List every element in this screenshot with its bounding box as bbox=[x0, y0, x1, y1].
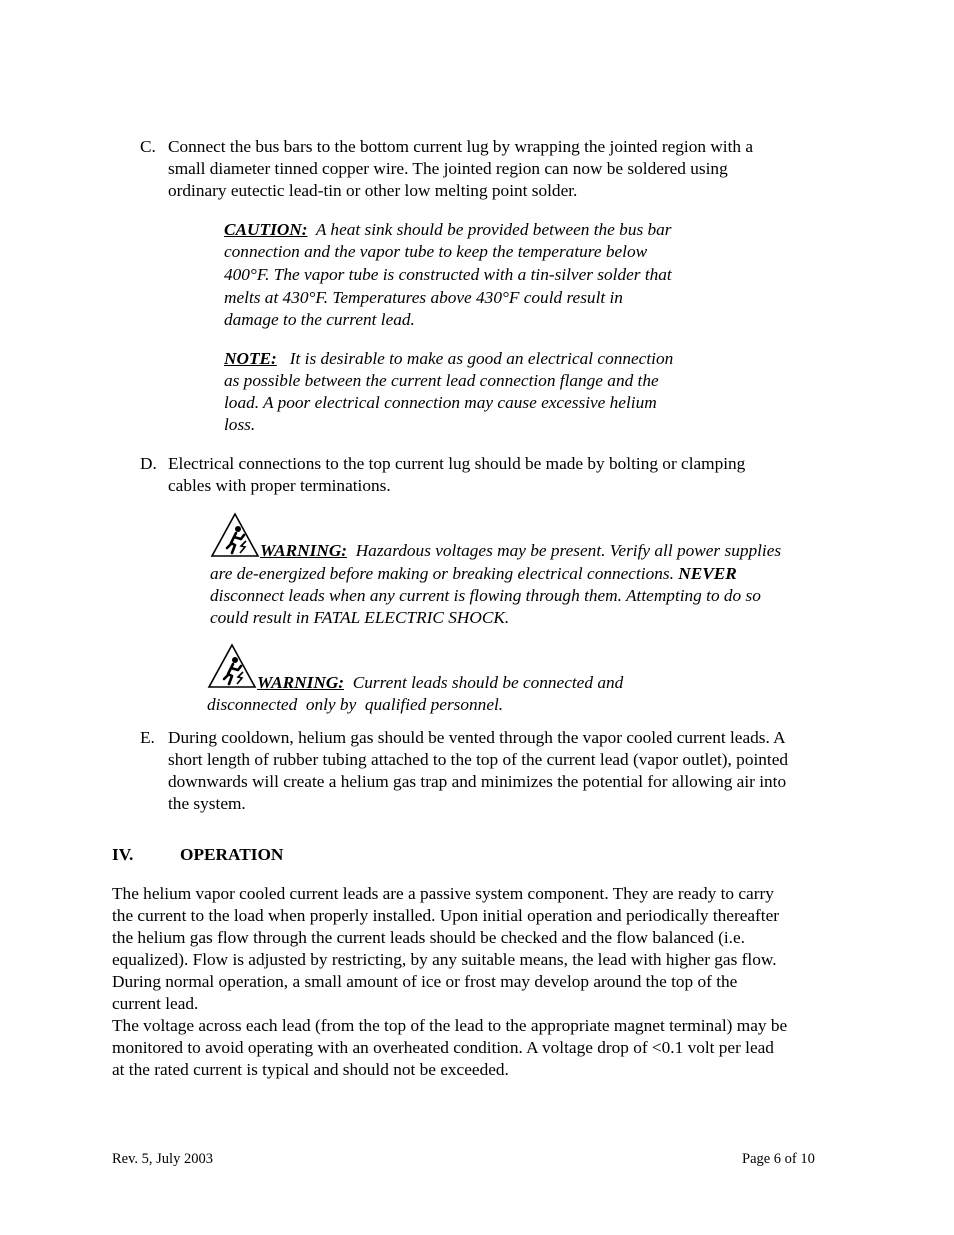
electric-shock-warning-icon bbox=[207, 643, 257, 689]
warning1-never-emphasis: NEVER bbox=[678, 564, 737, 583]
caution-line: melts at 430°F. Temperatures above 430°F could result in bbox=[224, 288, 623, 307]
warning1-first-line bbox=[260, 540, 781, 562]
electric-shock-warning-icon bbox=[210, 512, 260, 558]
operation-line: at the rated current is typical and should not be exceeded. bbox=[112, 1060, 509, 1079]
footer-page-number: Page 6 of 10 bbox=[742, 1151, 815, 1167]
item-c-letter: C. bbox=[140, 137, 156, 156]
note-label: NOTE: bbox=[224, 349, 277, 368]
operation-line: the helium gas flow through the current leads should be checked and the flow balanced (i.e. bbox=[112, 928, 745, 947]
operation-line: The helium vapor cooled current leads are a passive system component. They are ready to carry bbox=[112, 884, 774, 903]
warning1-label: WARNING: bbox=[260, 541, 348, 560]
section-title: OPERATION bbox=[180, 845, 284, 864]
item-e-line: short length of rubber tubing attached to the top of the current lead (vapor outlet), pointed bbox=[168, 750, 789, 769]
operation-line: the current to the load when properly installed. Upon initial operation and periodically thereafter bbox=[112, 906, 780, 925]
footer-revision: Rev. 5, July 2003 bbox=[112, 1151, 213, 1167]
caution-line: damage to the current lead. bbox=[224, 310, 415, 329]
warning2-first-line bbox=[257, 672, 623, 694]
item-d-letter: D. bbox=[140, 454, 157, 473]
note-first-line bbox=[224, 348, 673, 370]
operation-line: equalized). Flow is adjusted by restricting, by any suitable means, the lead with higher gas flow. bbox=[112, 950, 777, 969]
warning1-text: Hazardous voltages may be present. Verify all power supplies bbox=[347, 541, 782, 560]
note-line: load. A poor electrical connection may cause excessive helium bbox=[224, 393, 657, 412]
operation-line: current lead. bbox=[112, 994, 199, 1013]
warning2-label: WARNING: bbox=[257, 673, 345, 692]
item-e-letter: E. bbox=[140, 728, 155, 747]
warning2-line: disconnected only by qualified personnel. bbox=[207, 695, 504, 714]
caution-line: 400°F. The vapor tube is constructed with a tin-silver solder that bbox=[224, 265, 672, 284]
warning1-text: are de-energized before making or breaking electrical connections. bbox=[210, 564, 679, 583]
warning1-line: disconnect leads when any current is flowing through them. Attempting to do so bbox=[210, 586, 761, 605]
item-e-line: the system. bbox=[168, 794, 246, 813]
warning1-second-line bbox=[210, 563, 737, 585]
item-d-line: cables with proper terminations. bbox=[168, 476, 391, 495]
operation-line: During normal operation, a small amount of ice or frost may develop around the top of the bbox=[112, 972, 738, 991]
item-c-line: small diameter tinned copper wire. The jointed region can now be soldered using bbox=[168, 159, 728, 178]
warning2-text: Current leads should be connected and bbox=[344, 673, 624, 692]
note-line: loss. bbox=[224, 415, 256, 434]
item-c-line: ordinary eutectic lead-tin or other low melting point solder. bbox=[168, 181, 578, 200]
item-e-line: During cooldown, helium gas should be vented through the vapor cooled current leads. A bbox=[168, 728, 786, 747]
item-e-line: downwards will create a helium gas trap and minimizes the potential for allowing air into bbox=[168, 772, 787, 791]
item-d-line: Electrical connections to the top current lug should be made by bolting or clamping bbox=[168, 454, 746, 473]
caution-first-line bbox=[224, 219, 672, 241]
caution-label: CAUTION: bbox=[224, 220, 308, 239]
note-line: as possible between the current lead connection flange and the bbox=[224, 371, 659, 390]
note-text: It is desirable to make as good an electrical connection bbox=[276, 349, 674, 368]
section-number: IV. bbox=[112, 845, 134, 864]
operation-line: monitored to avoid operating with an overheated condition. A voltage drop of <0.1 volt per lead bbox=[112, 1038, 774, 1057]
caution-text: A heat sink should be provided between the bus bar bbox=[307, 220, 672, 239]
caution-line: connection and the vapor tube to keep the temperature below bbox=[224, 242, 648, 261]
item-c-line: Connect the bus bars to the bottom current lug by wrapping the jointed region with a bbox=[168, 137, 754, 156]
operation-line: The voltage across each lead (from the top of the lead to the appropriate magnet terminal) may be bbox=[112, 1016, 788, 1035]
warning1-line: could result in FATAL ELECTRIC SHOCK. bbox=[210, 608, 510, 627]
